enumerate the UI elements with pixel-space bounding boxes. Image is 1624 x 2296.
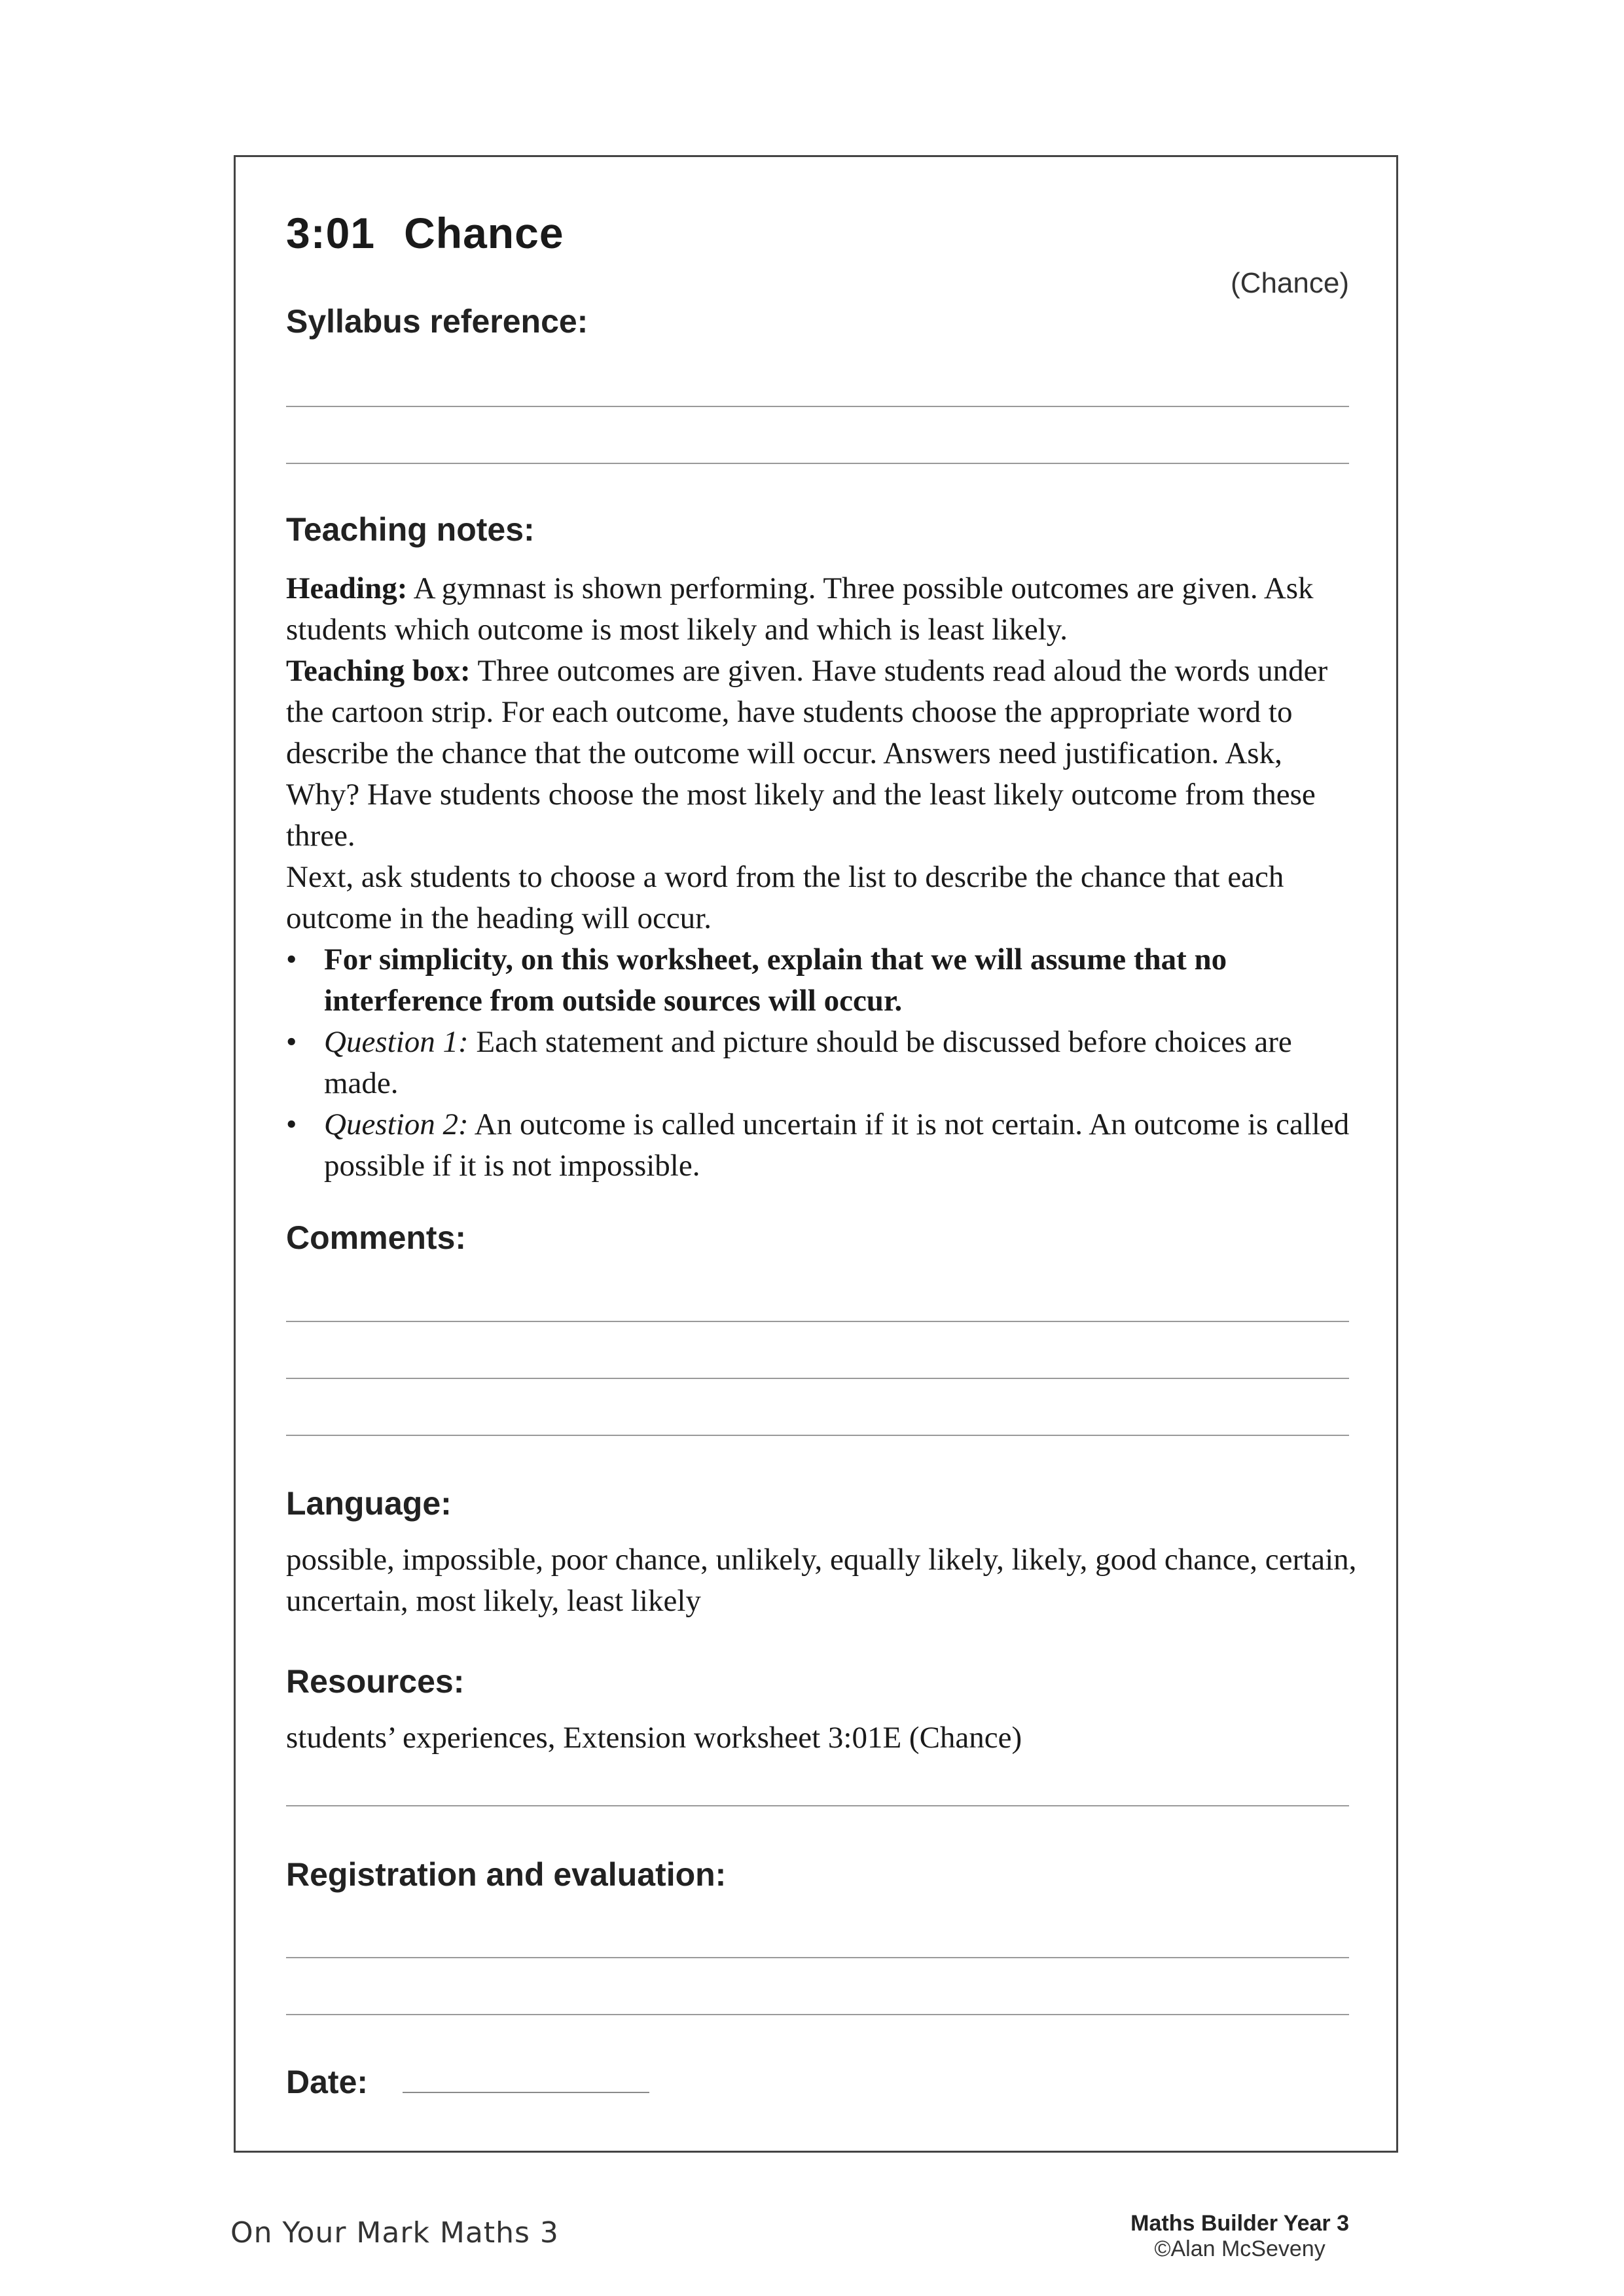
footer-book-title: Maths Builder Year 3 <box>1130 2211 1349 2236</box>
bullet-3-text: An outcome is called uncertain if it is not certain. An outcome is called possible if it is not impossible. <box>324 1107 1350 1183</box>
teaching-box-text: Three outcomes are given. Have students read aloud the words under the cartoon strip. For each outcome, have students choose the appropriate word to describe the chance that the outcome will occur. Answers need justification. Ask, Why? Have students choose the most likely and the least likely outcome from these three. <box>286 654 1328 853</box>
teaching-heading-paragraph <box>286 568 1360 651</box>
footer-credit <box>1130 2211 1349 2262</box>
section-number: 3:01 <box>286 209 376 257</box>
bullet-item <box>286 1104 1360 1187</box>
bullet-item <box>286 1022 1360 1104</box>
teaching-bullets <box>286 939 1360 1187</box>
bullet-3-label: Question 2: <box>324 1107 469 1141</box>
bullet-item <box>286 939 1360 1022</box>
heading-text: A gymnast is shown performing. Three possible outcomes are given. Ask students which outcome is most likely and which is least likely. <box>286 571 1314 647</box>
language-text: possible, impossible, poor chance, unlikely, equally likely, likely, good chance, certain, uncertain, most likely, least likely <box>286 1543 1357 1618</box>
next-paragraph: Next, ask students to choose a word from the list to describe the chance that each outcome in the heading will occur. <box>286 860 1284 935</box>
teaching-box-bold: Teaching box: <box>286 654 471 688</box>
page-title <box>286 208 564 258</box>
date-label: Date: <box>286 2064 369 2100</box>
bullet-glyph: • <box>286 1107 297 1141</box>
date-line <box>403 2092 649 2093</box>
teaching-notes-label: Teaching notes: <box>286 511 535 548</box>
resources-line <box>286 1805 1349 1806</box>
bullet-2-text: Each statement and picture should be discussed before choices are made. <box>324 1025 1292 1100</box>
registration-label: Registration and evaluation: <box>286 1856 727 1893</box>
bullet-glyph: • <box>286 942 297 977</box>
comments-line-2 <box>286 1378 1349 1379</box>
syllabus-label: Syllabus reference: <box>286 303 588 340</box>
resources-text: students’ experiences, Extension worksheet 3:01E (Chance) <box>286 1721 1022 1755</box>
comments-label: Comments: <box>286 1219 467 1256</box>
section-title: Chance <box>404 209 564 257</box>
teaching-notes-body <box>286 568 1360 1187</box>
footer-series-title: On Your Mark Maths 3 <box>230 2216 559 2250</box>
resources-label: Resources: <box>286 1663 465 1700</box>
teaching-box-paragraph <box>286 651 1360 857</box>
strand-tag: (Chance) <box>1231 267 1349 299</box>
language-label: Language: <box>286 1485 452 1522</box>
bullet-glyph: • <box>286 1025 297 1059</box>
registration-line-1 <box>286 1957 1349 1958</box>
bullet-1-text: For simplicity, on this worksheet, explain that we will assume that no interference from outside sources will occur. <box>324 942 1227 1018</box>
comments-line-1 <box>286 1321 1349 1322</box>
syllabus-line-1 <box>286 406 1349 407</box>
footer-copyright: ©Alan McSeveny <box>1154 2236 1326 2261</box>
heading-bold: Heading: <box>286 571 408 605</box>
bullet-2-label: Question 1: <box>324 1025 469 1059</box>
comments-line-3 <box>286 1435 1349 1436</box>
registration-line-2 <box>286 2014 1349 2015</box>
syllabus-line-2 <box>286 463 1349 464</box>
